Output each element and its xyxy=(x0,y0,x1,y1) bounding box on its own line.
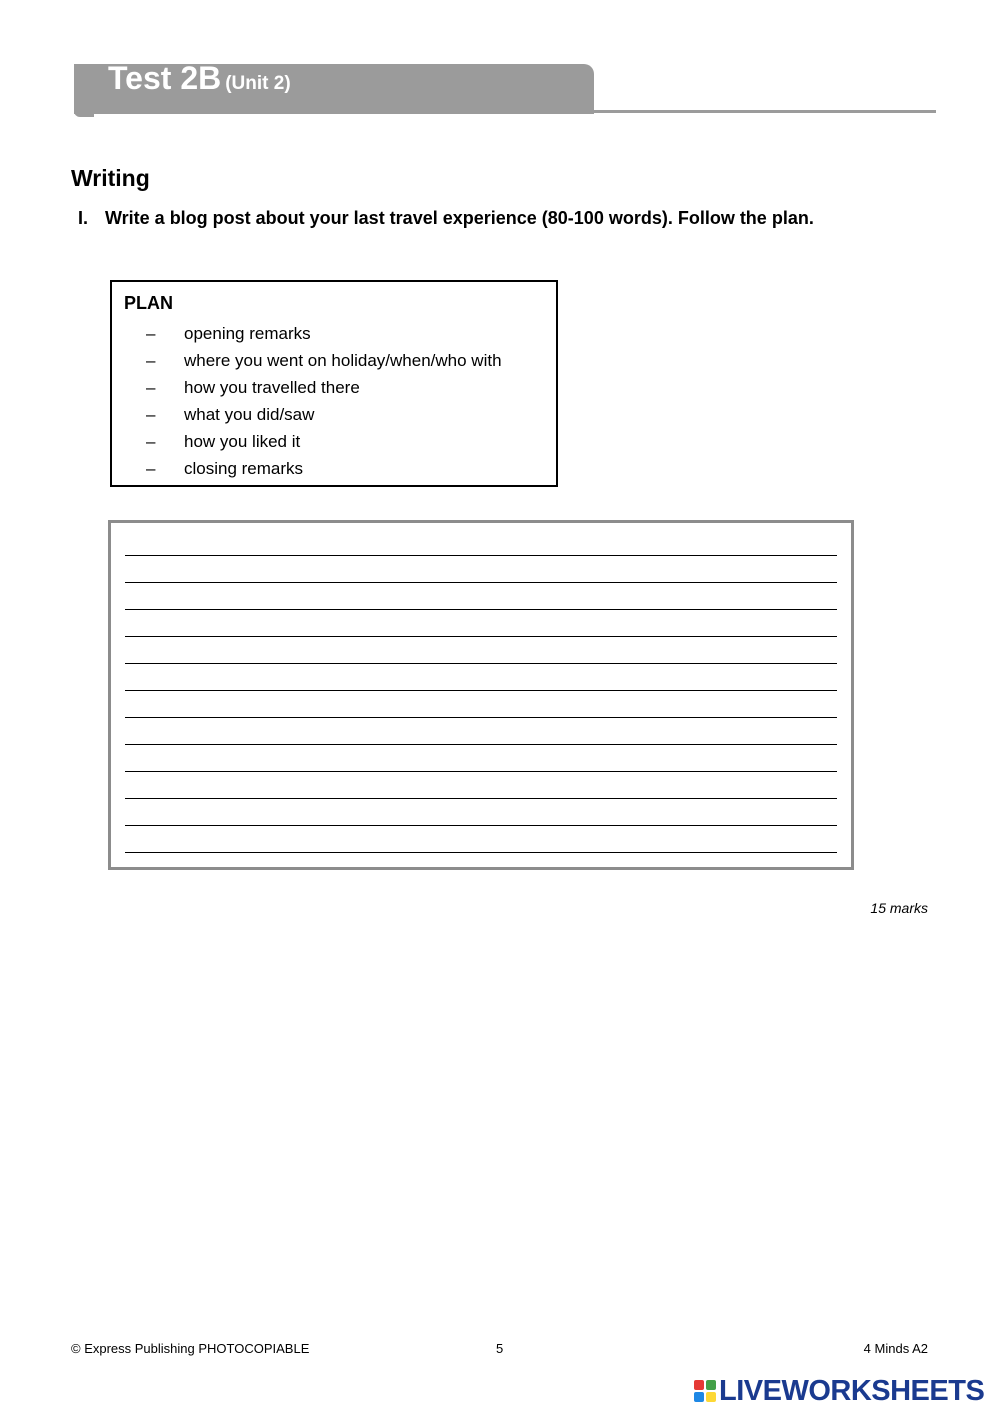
footer-page-number: 5 xyxy=(496,1341,504,1356)
plan-item: – where you went on holiday/when/who with xyxy=(146,351,502,370)
task-number: I. xyxy=(78,208,89,228)
answer-line xyxy=(125,582,837,583)
unit-label: (Unit 2) xyxy=(225,73,291,94)
plan-item: – what you did/saw xyxy=(146,405,315,424)
task-text: Write a blog post about your last travel experience (80-100 words). Follow the plan. xyxy=(105,208,814,228)
answer-line xyxy=(125,609,837,610)
liveworksheets-icon xyxy=(694,1380,716,1402)
answer-line xyxy=(125,744,837,745)
plan-item: – how you liked it xyxy=(146,432,301,451)
liveworksheets-text: LIVEWORKSHEETS xyxy=(719,1375,985,1407)
answer-line xyxy=(125,555,837,556)
answer-line xyxy=(125,636,837,637)
plan-item: – closing remarks xyxy=(146,459,304,478)
answer-box[interactable] xyxy=(108,520,854,870)
footer-book-title: 4 Minds A2 xyxy=(863,1341,928,1356)
answer-line xyxy=(125,825,837,826)
marks-label: 15 marks xyxy=(870,900,928,916)
test-title: Test 2B xyxy=(108,60,222,96)
task-instruction xyxy=(78,205,928,232)
plan-list xyxy=(146,320,502,482)
answer-line xyxy=(125,771,837,772)
logo-square xyxy=(706,1380,716,1390)
answer-line xyxy=(125,663,837,664)
logo-square xyxy=(694,1392,704,1402)
answer-line xyxy=(125,717,837,718)
logo-square xyxy=(706,1392,716,1402)
page-title xyxy=(108,58,291,104)
section-title: Writing xyxy=(71,165,150,191)
header-rule xyxy=(594,110,936,113)
plan-item: – opening remarks xyxy=(146,324,311,343)
answer-line xyxy=(125,852,837,853)
answer-line xyxy=(125,690,837,691)
plan-item: – how you travelled there xyxy=(146,378,360,397)
footer-copyright: © Express Publishing PHOTOCOPIABLE xyxy=(71,1341,310,1356)
liveworksheets-logo xyxy=(694,1376,984,1406)
logo-square xyxy=(694,1380,704,1390)
plan-box xyxy=(110,280,558,487)
answer-line xyxy=(125,798,837,799)
plan-title: PLAN xyxy=(124,293,173,313)
